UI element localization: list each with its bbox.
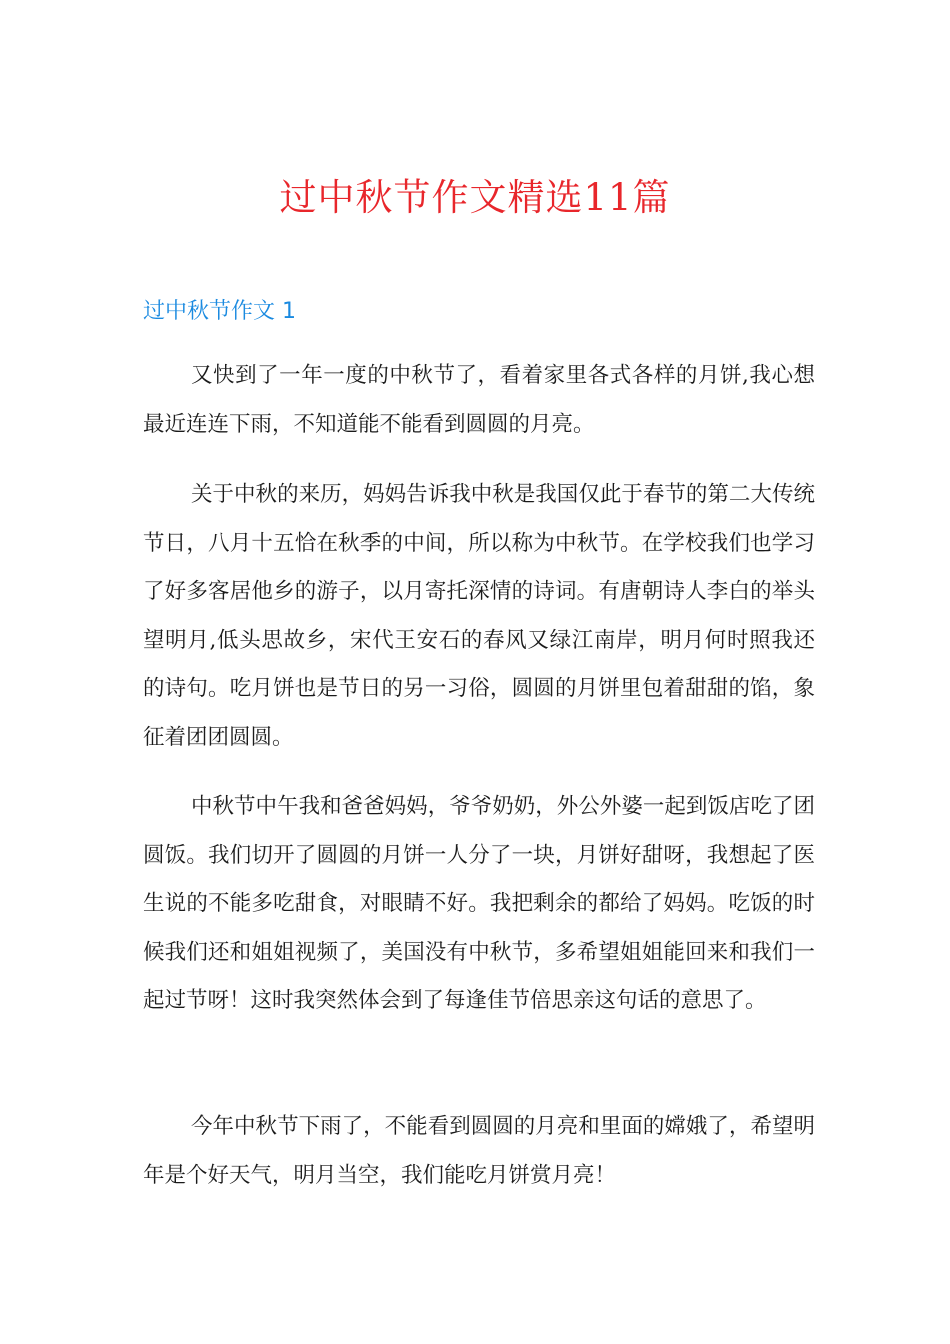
document-title: 过中秋节作文精选11篇: [279, 176, 671, 219]
paragraph-2: 关于中秋的来历，妈妈告诉我中秋是我国仅此于春节的第二大传统节日，八月十五恰在秋季的中间，所以称为中秋节。在学校我们也学习了好多客居他乡的游子，以月寄托深情的诗词。有唐朝诗人李白的举头望明月,低头思故乡，宋代王安石的春风又绿江南岸，明月何时照我还的诗句。吃月饼也是节日的另一习俗，圆圆的月饼里包着甜甜的馅，象征着团团圆圆。: [143, 482, 815, 750]
paragraph-4: 今年中秋节下雨了，不能看到圆圆的月亮和里面的嫦娥了，希望明年是个好天气，明月当空，我们能吃月饼赏月亮！: [143, 1114, 815, 1188]
paragraph-3: 中秋节中午我和爸爸妈妈，爷爷奶奶，外公外婆一起到饭店吃了团圆饭。我们切开了圆圆的月饼一人分了一块，月饼好甜呀，我想起了医生说的不能多吃甜食，对眼睛不好。我把剩余的都给了妈妈。吃饭的时候我们还和姐姐视频了，美国没有中秋节，多希望姐姐能回来和我们一起过节呀！这时我突然体会到了每逢佳节倍思亲这句话的意思了。: [143, 794, 815, 1013]
paragraph-1: 又快到了一年一度的中秋节了，看着家里各式各样的月饼,我心想最近连连下雨，不知道能不能看到圆圆的月亮。: [143, 363, 815, 437]
section-heading: 过中秋节作文 1: [143, 299, 296, 324]
